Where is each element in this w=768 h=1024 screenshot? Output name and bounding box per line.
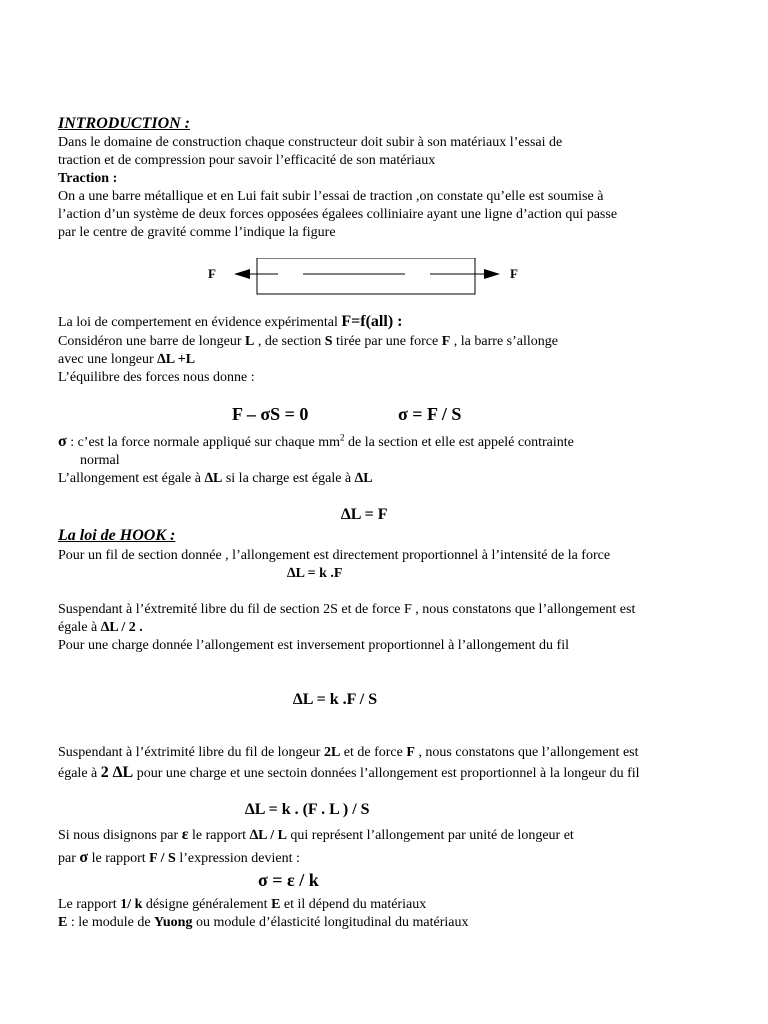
- para3-c: et de force: [340, 745, 407, 760]
- para5-d: E: [271, 897, 281, 912]
- loi-line-2-d: , la barre s’allonge: [450, 334, 558, 349]
- traction-heading: Traction :: [58, 171, 118, 186]
- hook-line-1: Pour un fil de section donnée , l’allongement est directement proportionnel à l’intensité de la force: [58, 548, 611, 563]
- hook-para5-line-1: [58, 896, 426, 913]
- metal-bar: [257, 258, 475, 294]
- para4-e: par: [58, 851, 80, 866]
- figure-force-right-label: F: [510, 266, 518, 281]
- para4-a: Si nous disignons par: [58, 828, 182, 843]
- figure-force-left-label: F: [208, 266, 216, 281]
- right-arrow-head-icon: [484, 269, 500, 279]
- loi-line-2: [58, 333, 558, 350]
- para4-b: le rapport: [188, 828, 250, 843]
- hook-para2-line-2: [58, 619, 143, 636]
- epsilon-symbol: ε: [181, 826, 189, 843]
- para3-e: , nous constatons que l’allongement est: [414, 745, 639, 760]
- equation-hook-4: σ = ε / k: [258, 870, 319, 890]
- para5-f: E: [58, 915, 68, 930]
- loi-line-2-a: Considéron une barre de longeur: [58, 334, 245, 349]
- para3-f: égale à: [58, 766, 101, 781]
- hook-para4-line-1: [58, 826, 574, 844]
- para5-i: ou module d’élasticité longitudinal du matériaux: [192, 915, 469, 930]
- equation-hook-2: ∆L = k .F / S: [293, 691, 378, 708]
- traction-line-1: On a une barre métallique et en Lui fait subir l’essai de traction ,on constate qu’elle est soumise à: [58, 189, 604, 204]
- hook-heading-colon: :: [170, 527, 176, 544]
- sigma-def-a: : c’est la force normale appliqué sur chaque mm: [66, 435, 340, 450]
- loi-line-3-a: avec une longeur: [58, 352, 158, 367]
- allongement-line: [58, 470, 373, 487]
- para3-b: 2L: [323, 745, 341, 760]
- equation-delta-l-f: ∆L = F: [341, 506, 388, 523]
- loi-formula: F=f(all) :: [341, 313, 403, 330]
- sigma-symbol: σ: [58, 433, 67, 450]
- loi-line-2-c: tirée par une force: [332, 334, 442, 349]
- para5-h: Yuong: [154, 915, 193, 930]
- para3-a: Suspendant à l’éxtrimité libre du fil de longeur: [58, 745, 324, 760]
- allong-c: si la charge est égale à: [222, 471, 355, 486]
- intro-line-2: traction et de compression pour savoir l’efficacité de son matériaux: [58, 153, 436, 168]
- loi-line-2-b: , de section: [254, 334, 325, 349]
- para5-a: Le rapport: [58, 897, 121, 912]
- allong-a: L’allongement est égale à: [58, 471, 205, 486]
- para5-g: : le module de: [67, 915, 155, 930]
- hook-para5-line-2: [58, 914, 469, 931]
- para4-h: l’expression devient :: [175, 851, 300, 866]
- equation-hook-3: ∆L = k . (F . L ) / S: [245, 801, 370, 818]
- hook-para2-line-3: Pour une charge donnée l’allongement est inversement proportionnel à l’allongement du fil: [58, 638, 569, 653]
- para2-a: égale à: [58, 620, 101, 635]
- symbol-L: L: [245, 334, 255, 349]
- hook-heading-text: La loi de HOOK: [58, 527, 170, 544]
- allong-d: ∆L: [354, 471, 373, 486]
- para3-g: 2 ∆L: [100, 764, 134, 781]
- left-arrow-head-icon: [234, 269, 250, 279]
- sigma-definition-cont: normal: [80, 453, 120, 468]
- sigma-definition: [58, 433, 574, 451]
- loi-line-4: L’équilibre des forces nous donne :: [58, 370, 255, 385]
- para4-g: F / S: [149, 851, 176, 866]
- para4-d: qui représent l’allongement par unité de longeur et: [286, 828, 574, 843]
- equation-equilibrium: F – σS = 0: [232, 404, 309, 424]
- symbol-S: S: [324, 334, 333, 349]
- para2-b: ∆L / 2 .: [100, 620, 143, 635]
- loi-line-3: [58, 351, 195, 368]
- loi-line-1-text: La loi de compertement en évidence expérimental: [58, 315, 342, 330]
- traction-line-2: l’action d’un système de deux forces opposées égalees colliniaire ayant une ligne d’action qui passe: [58, 207, 618, 222]
- delta-l-plus-l: ∆L +L: [157, 352, 196, 367]
- loi-line-1: [58, 313, 402, 331]
- para3-h: pour une charge et une sectoin données l’allongement est proportionnel à la longeur du fil: [133, 766, 640, 781]
- para5-c: désigne généralement: [142, 897, 272, 912]
- equation-sigma: σ = F / S: [398, 404, 462, 424]
- para5-e: et il dépend du matériaux: [280, 897, 427, 912]
- allong-b: ∆L: [204, 471, 223, 486]
- equation-hook-1: ∆L = k .F: [287, 566, 343, 581]
- traction-line-3: par le centre de gravité comme l’indique la figure: [58, 225, 336, 240]
- hook-para3-line-2: [58, 764, 640, 782]
- para3-d: F: [406, 745, 415, 760]
- hook-para4-line-2: [58, 849, 300, 867]
- sigma-def-sup: 2: [339, 432, 345, 443]
- hook-para2-line-1: Suspendant à l’éxtremité libre du fil de section 2S et de force F , nous constatons que l’allongement est: [58, 602, 636, 617]
- sigma-def-b: de la section et elle est appelé contrainte: [344, 435, 574, 450]
- intro-line-1: Dans le domaine de construction chaque constructeur doit subir à son matériaux l’essai de: [58, 135, 563, 150]
- intro-heading: INTRODUCTION :: [58, 115, 190, 132]
- sigma-symbol-2: σ: [79, 849, 89, 866]
- hook-heading: [58, 527, 175, 544]
- symbol-F: F: [441, 334, 451, 349]
- para5-b: 1/ k: [120, 897, 143, 912]
- traction-bar-figure: [200, 258, 530, 300]
- para4-c: ∆L / L: [249, 828, 287, 843]
- para4-f: le rapport: [88, 851, 150, 866]
- hook-para3-line-1: [58, 744, 639, 761]
